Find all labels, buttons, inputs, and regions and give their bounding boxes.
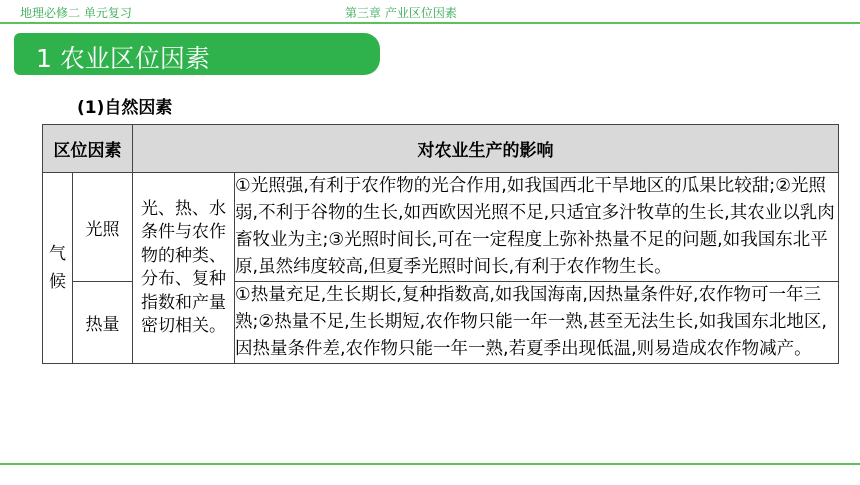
col-header-effect: 对农业生产的影响 <box>133 125 839 173</box>
header-chapter-label: 第三章 产业区位因素 <box>345 6 457 20</box>
table-row <box>43 173 839 282</box>
subsection-title: (1)自然因素 <box>77 98 173 118</box>
effect-sunlight: ①光照强,有利于农作物的光合作用,如我国西北干旱地区的瓜果比较甜;②光照弱,不利于谷物的生长,如西欧因光照不足,只适宜多汁牧草的生长,其农业以乳肉畜牧业为主;③光照时间长,可在一定程度上弥补热量不足的问题,如我国东北平原,虽然纬度较高,但夏季光照时间长,有利于农作物生长。 <box>235 173 839 282</box>
col-header-factor: 区位因素 <box>43 125 133 173</box>
factor-heat: 热量 <box>73 282 133 364</box>
section-title: 1 农业区位因素 <box>36 44 210 73</box>
climate-group-label: 气候 <box>43 173 73 364</box>
climate-summary: 光、热、水条件与农作物的种类、分布、复种指数和产量密切相关。 <box>133 173 235 364</box>
table-header-row <box>43 125 839 173</box>
header-course-label: 地理必修二 单元复习 <box>20 6 132 20</box>
agriculture-factor-table <box>42 124 839 364</box>
footer-divider <box>0 463 860 465</box>
factor-sunlight: 光照 <box>73 173 133 282</box>
section-title-banner <box>14 33 380 75</box>
header-divider <box>0 22 860 24</box>
effect-heat: ①热量充足,生长期长,复种指数高,如我国海南,因热量条件好,农作物可一年三熟;②热量不足,生长期短,农作物只能一年一熟,甚至无法生长,如我国东北地区,因热量条件差,农作物只能一年一熟,若夏季出现低温,则易造成农作物减产。 <box>235 282 839 364</box>
